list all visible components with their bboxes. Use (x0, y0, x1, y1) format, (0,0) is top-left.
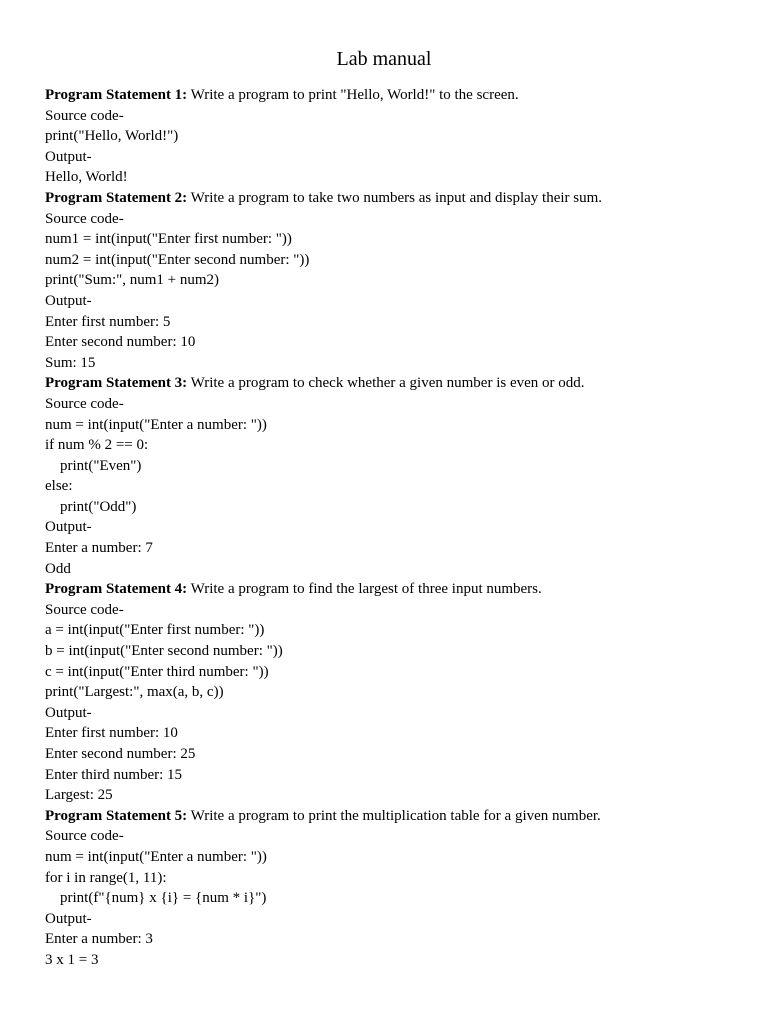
text-line: Output- (45, 519, 92, 536)
text-line: Largest: 25 (45, 787, 113, 804)
text-line: Enter first number: 5 (45, 313, 171, 330)
document-title: Lab manual (336, 48, 432, 70)
program-statement (45, 188, 745, 209)
text-line: Enter first number: 10 (45, 725, 178, 742)
program-statement-label: Program Statement 3: (45, 375, 188, 392)
text-line: Source code- (45, 601, 124, 618)
program-statement-label: Program Statement 4: (45, 581, 188, 598)
program-statement (45, 85, 745, 106)
text-line: c = int(input("Enter third number: ")) (45, 663, 269, 680)
text-line: Output- (45, 704, 92, 721)
text-line: Output- (45, 292, 92, 309)
text-line: Sum: 15 (45, 354, 96, 371)
program-statement-text: Write a program to print the multiplication table for a given number. (187, 807, 601, 824)
text-line: Enter third number: 15 (45, 766, 183, 783)
program-statement-text: Write a program to take two numbers as input and display their sum. (187, 189, 603, 206)
text-line: Source code- (45, 395, 124, 412)
text-line: Enter a number: 7 (45, 540, 153, 557)
indented-code-line: print(f"{num} x {i} = {num * i}") (60, 890, 267, 907)
text-line: Hello, World! (45, 169, 128, 186)
indented-code-line: print("Odd") (60, 498, 137, 515)
text-line: Output- (45, 910, 92, 927)
text-line: print("Hello, World!") (45, 128, 179, 145)
program-statement-label: Program Statement 1: (45, 87, 188, 103)
text-line: a = int(input("Enter first number: ")) (45, 622, 265, 639)
text-line: Enter second number: 10 (45, 334, 196, 351)
program-statement-text: Write a program to find the largest of three input numbers. (187, 581, 542, 598)
program-statement-label: Program Statement 2: (45, 189, 188, 206)
text-line: 3 x 1 = 3 (45, 951, 99, 968)
text-line: print("Sum:", num1 + num2) (45, 272, 220, 289)
text-line: Enter second number: 25 (45, 746, 196, 762)
text-line: else: (45, 478, 73, 495)
text-line: print("Largest:", max(a, b, c)) (45, 684, 224, 701)
program-statement (45, 579, 745, 600)
program-statement-text: Write a program to print "Hello, World!" to the screen. (187, 87, 519, 103)
text-line: num = int(input("Enter a number: ")) (45, 416, 267, 433)
text-line: num1 = int(input("Enter first number: ")) (45, 231, 292, 248)
program-statement-label: Program Statement 5: (45, 807, 188, 824)
text-line: Source code- (45, 210, 124, 227)
document-body (45, 85, 745, 971)
text-line: num = int(input("Enter a number: ")) (45, 848, 267, 865)
program-statement (45, 373, 745, 394)
indented-code-line: print("Even") (60, 457, 142, 474)
text-line: Source code- (45, 828, 124, 845)
program-statement-text: Write a program to check whether a given number is even or odd. (187, 375, 585, 392)
text-line: Enter a number: 3 (45, 931, 153, 948)
program-statement (45, 806, 745, 827)
text-line: num2 = int(input("Enter second number: ")) (45, 251, 310, 268)
text-line: b = int(input("Enter second number: ")) (45, 643, 283, 660)
text-line: Source code- (45, 107, 124, 124)
text-line: if num % 2 == 0: (45, 437, 149, 454)
text-line: Output- (45, 148, 92, 165)
text-line: for i in range(1, 11): (45, 869, 167, 886)
text-line: Odd (45, 560, 71, 577)
